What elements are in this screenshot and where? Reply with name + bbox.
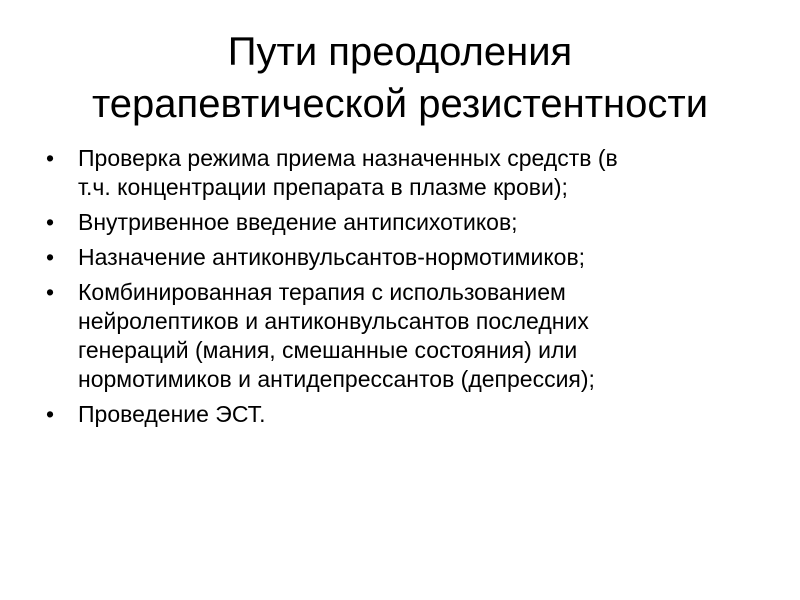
bullet-item [46,400,746,429]
bullet-line: т.ч. концентрации препарата в плазме крови); [78,174,568,200]
bullet-dot-icon: • [46,279,55,305]
slide-title [0,26,800,130]
bullet-dot-icon: • [46,244,55,270]
bullet-line: Внутривенное введение антипсихотиков; [78,209,518,235]
bullet-item [46,144,746,202]
slide-title-line: терапевтической резистентности [91,82,709,126]
bullet-line: Проверка режима приема назначенных средств (в [78,145,618,171]
bullet-line: Комбинированная терапия с использованием [78,279,566,305]
bullet-item [46,208,746,237]
bullet-line: нормотимиков и антидепрессантов (депрессия); [78,366,595,392]
bullet-dot-icon: • [46,145,55,171]
bullet-dot-icon: • [46,401,55,427]
bullet-line: Назначение антиконвульсантов-нормотимиков; [78,244,586,270]
bullet-item [46,278,746,394]
bullet-dot-icon: • [46,209,55,235]
bullet-line: нейролептиков и антиконвульсантов последних [78,308,589,334]
bullet-line: генераций (мания, смешанные состояния) или [78,337,578,363]
bullet-line: Проведение ЭСТ. [78,401,266,427]
bullet-item [46,243,746,272]
slide-title-line: Пути преодоления [227,30,573,74]
bullet-list [46,144,746,435]
